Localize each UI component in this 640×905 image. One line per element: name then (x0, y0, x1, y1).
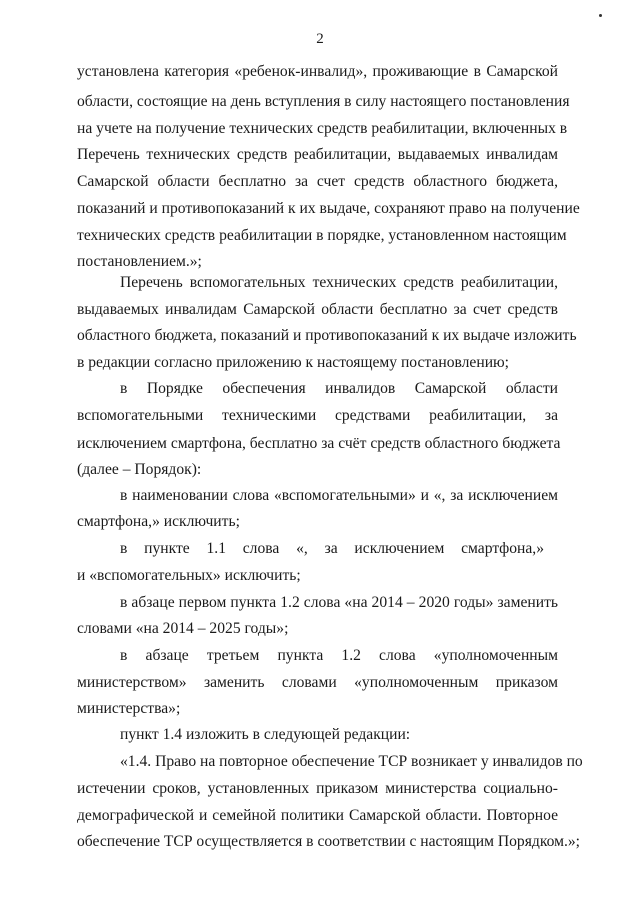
paragraph-3-line-2: вспомогательными техническими средствами реабилитации, за (77, 407, 558, 424)
scan-speck (599, 14, 602, 17)
paragraph-5-line-2: и «вспомогательных» исключить; (77, 567, 301, 584)
paragraph-7-line-3: министерства»; (77, 700, 181, 717)
paragraph-2-line-4: в редакции согласно приложению к настоящему постановлению; (77, 354, 510, 371)
page-number: 2 (316, 31, 324, 47)
paragraph-1-line-2: области, состоящие на день вступления в силу настоящего постановления (77, 93, 570, 110)
paragraph-1-line-3: на учете на получение технических средств реабилитации, включенных в (77, 120, 568, 137)
paragraph-7-line-1: в абзаце третьем пункта 1.2 слова «уполномоченным (120, 647, 558, 664)
paragraph-6-line-1: в абзаце первом пункта 1.2 слова «на 2014 – 2020 годы» заменить (120, 594, 558, 611)
paragraph-1-line-8: постановлением.»; (77, 253, 202, 270)
paragraph-9-line-1: «1.4. Право на повторное обеспечение ТСР возникает у инвалидов по (120, 753, 583, 770)
paragraph-3-line-3: исключением смартфона, бесплатно за счёт средств областного бюджета (77, 435, 561, 452)
paragraph-2-line-3: областного бюджета, показаний и противопоказаний к их выдаче изложить (77, 327, 577, 344)
paragraph-6-line-2: словами «на 2014 – 2025 годы»; (77, 620, 289, 637)
paragraph-2-line-2: выдаваемых инвалидам Самарской области бесплатно за счет средств (77, 301, 558, 318)
paragraph-2-line-1: Перечень вспомогательных технических средств реабилитации, (120, 274, 558, 291)
paragraph-1-line-1: установлена категория «ребенок-инвалид», проживающие в Самарской (77, 63, 558, 80)
paragraph-5-line-1: в пункте 1.1 слова «, за исключением смартфона,» (120, 540, 544, 557)
paragraph-3-line-4: (далее – Порядок): (77, 461, 202, 478)
paragraph-9-line-2: истечении сроков, установленных приказом министерства социально- (77, 780, 558, 797)
paragraph-9-line-4: обеспечение ТСР осуществляется в соответствии с настоящим Порядком.»; (77, 833, 581, 850)
paragraph-7-line-2: министерством» заменить словами «уполномоченным приказом (77, 674, 558, 691)
paragraph-9-line-3: демографической и семейной политики Самарской области. Повторное (77, 807, 558, 824)
paragraph-3-line-1: в Порядке обеспечения инвалидов Самарской области (120, 380, 558, 397)
paragraph-8-line-1: пункт 1.4 изложить в следующей редакции: (120, 726, 411, 743)
paragraph-4-line-2: смартфона,» исключить; (77, 513, 240, 530)
paragraph-1-line-7: технических средств реабилитации в порядке, установленном настоящим (77, 227, 567, 244)
paragraph-4-line-1: в наименовании слова «вспомогательными» и «, за исключением (120, 487, 558, 504)
paragraph-1-line-6: показаний и противопоказаний к их выдаче, сохраняют право на получение (77, 200, 580, 217)
paragraph-1-line-5: Самарской области бесплатно за счет средств областного бюджета, (77, 173, 558, 190)
paragraph-1-line-4: Перечень технических средств реабилитации, выдаваемых инвалидам (77, 146, 558, 163)
